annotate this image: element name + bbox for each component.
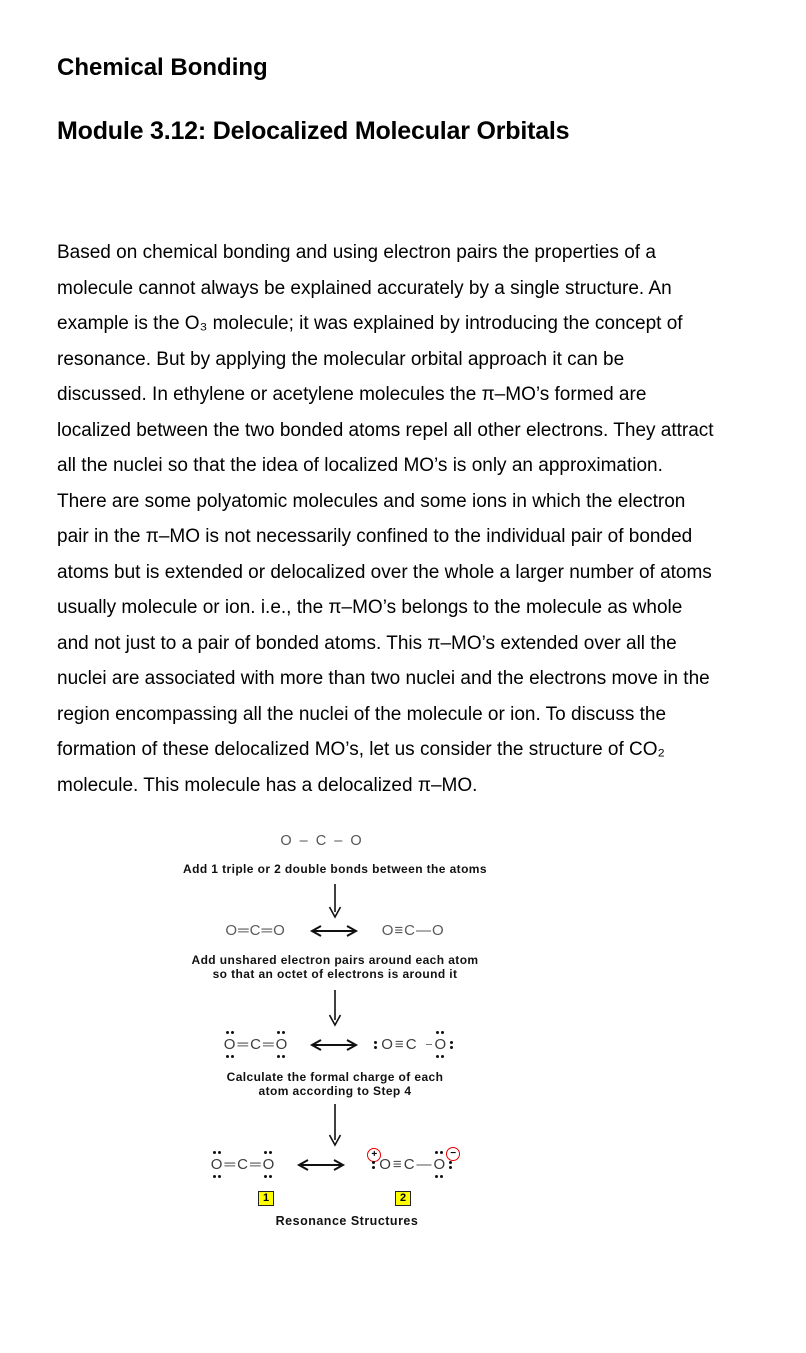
- paragraph-line: discussed. In ethylene or acetylene molecules the π–MO’s formed are: [57, 384, 647, 405]
- lewis-structure-diagram: [75, 833, 595, 1228]
- resonance-arrow-icon: [308, 1038, 360, 1052]
- structure-1-marker: 1: [258, 1191, 274, 1206]
- step3-caption-line1: Calculate the formal charge of each: [226, 1069, 444, 1084]
- paragraph-line: usually molecule or ion. i.e., the π–MO’s belongs to the molecule as whole: [57, 597, 683, 618]
- resonance-arrow-icon: [295, 1158, 347, 1172]
- lewis-structure-triple-bonded: O ≡ C O: [380, 1036, 447, 1053]
- paragraph-line: molecule. This molecule has a delocalized π–MO.: [57, 774, 478, 796]
- paragraph-line: molecule cannot always be explained accurately by a single structure. An: [57, 277, 672, 299]
- paragraph-line: example is the O₃ molecule; it was explained by introducing the concept of: [57, 313, 683, 334]
- paragraph-line: atoms but is extended or delocalized over the whole a larger number of atoms: [57, 561, 712, 583]
- body-paragraph: [57, 235, 806, 803]
- paragraph-line: localized between the two bonded atoms repel all other electrons. They attract: [57, 419, 714, 441]
- paragraph-line: region encompassing all the nuclei of the molecule or ion. To discuss the: [57, 703, 667, 725]
- resonance-structure-2: + O ≡ C — O −: [367, 1156, 460, 1173]
- module-heading: Module 3.12: Delocalized Molecular Orbitals: [57, 117, 570, 145]
- structure-double-bonds: O═C═O: [225, 922, 286, 939]
- down-arrow-icon: [327, 883, 343, 919]
- paragraph-line: all the nuclei so that the idea of localized MO’s is only an approximation.: [57, 455, 663, 476]
- step2-caption-line2: so that an octet of electrons is around it: [212, 967, 458, 981]
- step2-caption-line1: Add unshared electron pairs around each atom: [191, 952, 479, 967]
- lewis-structure-double-bonded: O ═ C ═ O: [223, 1036, 288, 1053]
- page-title: Chemical Bonding: [57, 54, 268, 81]
- step2-caption: [192, 953, 479, 982]
- paragraph-line: There are some polyatomic molecules and some ions in which the electron: [57, 490, 686, 512]
- resonance-arrow-icon: [308, 924, 360, 938]
- structure-triple-single-bond: O≡C—O: [381, 922, 445, 939]
- step3-caption: [227, 1070, 444, 1099]
- paragraph-line: resonance. But by applying the molecular orbital approach it can be: [57, 348, 625, 370]
- paragraph-line: pair in the π–MO is not necessarily confined to the individual pair of bonded: [57, 526, 693, 547]
- diagram-footer-label: Resonance Structures: [275, 1213, 419, 1228]
- paragraph-line: Based on chemical bonding and using electron pairs the properties of a: [57, 242, 656, 263]
- down-arrow-icon: [327, 1103, 343, 1147]
- resonance-structure-1: O ═ C ═ O: [210, 1156, 275, 1173]
- structure-number-markers: [75, 1191, 595, 1207]
- paragraph-line: formation of these delocalized MO’s, let us consider the structure of CO₂: [57, 739, 665, 760]
- step3-caption-line2: atom according to Step 4: [258, 1084, 412, 1098]
- down-arrow-icon: [327, 989, 343, 1027]
- resonance-structures-row: [210, 1147, 460, 1179]
- step1-caption: Add 1 triple or 2 double bonds between the atoms: [183, 862, 487, 876]
- bond-structures-row: [225, 921, 444, 941]
- paragraph-line: and not just to a pair of bonded atoms. This π–MO’s extended over all the: [57, 632, 677, 654]
- lewis-structures-row: [223, 1031, 447, 1059]
- document-page: [0, 55, 806, 1228]
- structure-2-marker: 2: [395, 1191, 411, 1206]
- paragraph-line: nuclei are associated with more than two nuclei and the electrons move in the: [57, 668, 710, 689]
- skeletal-structure: O – C – O: [280, 833, 364, 849]
